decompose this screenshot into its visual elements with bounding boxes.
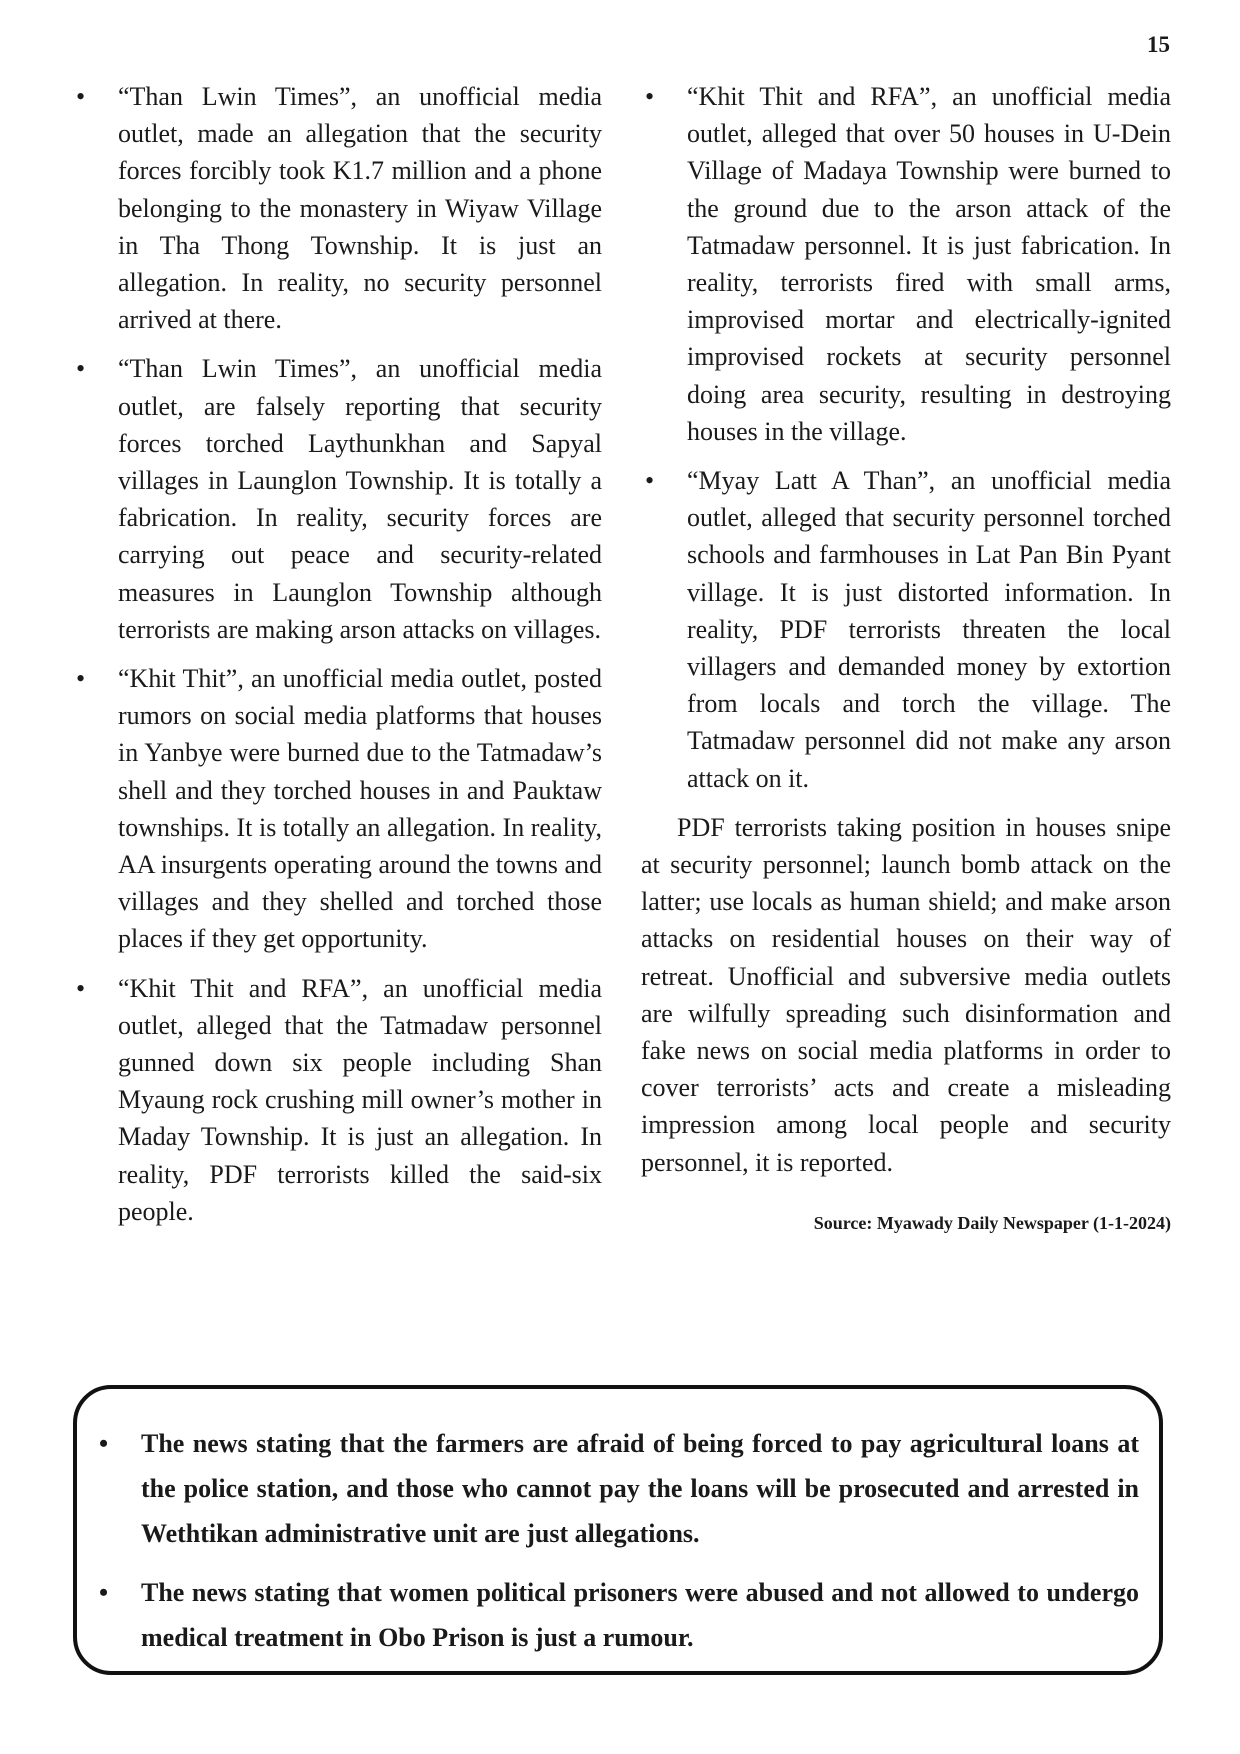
list-item: • “Than Lwin Times”, an unofficial media outlet, made an allegation that the security forces forcibly took K1.7 million and a phone belonging to the monastery in Wiyaw Village in Tha Thong Township. It is just an allegation. In reality, no security personnel arrived at there.: [72, 78, 602, 338]
page-number: 15: [1147, 32, 1170, 57]
right-bullet-list: [641, 78, 1171, 797]
list-item: • The news stating that women political prisoners were abused and not allowed to undergo medical treatment in Obo Prison is just a rumour.: [95, 1570, 1139, 1660]
list-item: • “Than Lwin Times”, an unofficial media outlet, are falsely reporting that security forces torched Laythunkhan and Sapyal villages in Launglon Township. It is totally a fabrication. In reality, security forces are carrying out peace and security-related measures in Launglon Township although terrorists are making arson attacks on villages.: [72, 350, 602, 648]
list-item: • “Myay Latt A Than”, an unofficial media outlet, alleged that security personnel torched schools and farmhouses in Lat Pan Bin Pyant village. It is just distorted information. In reality, PDF terrorists threaten the local villagers and demanded money by extortion from locals and torch the village. The Tatmadaw personnel did not make any arson attack on it.: [641, 462, 1171, 797]
list-item: • “Khit Thit and RFA”, an unofficial media outlet, alleged that the Tatmadaw personnel gunned down six people including Shan Myaung rock crushing mill owner’s mother in Maday Township. It is just an allegation. In reality, PDF terrorists killed the said-six people.: [72, 970, 602, 1230]
summary-paragraph: PDF terrorists taking position in houses snipe at security personnel; launch bomb attack on the latter; use locals as human shield; and make arson attacks on residential houses on their way of retreat. Unofficial and subversive media outlets are wilfully spreading such disinformation and fake news on social media platforms in order to cover terrorists’ acts and create a misleading impression among local people and security personnel, it is reported.: [641, 812, 1171, 1177]
source-citation: Source: Myawady Daily Newspaper (1-1-2024): [813, 1212, 1171, 1233]
highlight-box: [73, 1385, 1163, 1675]
left-column: [72, 78, 602, 1242]
list-item: • “Khit Thit”, an unofficial media outlet, posted rumors on social media platforms that houses in Yanbye were burned due to the Tatmadaw’s shell and they torched houses in and Pauktaw townships. It is totally an allegation. In reality, AA insurgents operating around the towns and villages and they shelled and torched those places if they get opportunity.: [72, 660, 602, 958]
right-column: [641, 78, 1171, 1242]
left-bullet-list: [72, 78, 602, 1230]
list-item: • The news stating that the farmers are afraid of being forced to pay agricultural loans at the police station, and those who cannot pay the loans will be prosecuted and arrested in Wethtikan administrative unit are just allegations.: [95, 1421, 1139, 1556]
list-item: • “Khit Thit and RFA”, an unofficial media outlet, alleged that over 50 houses in U-Dein Village of Madaya Township were burned to the ground due to the arson attack of the Tatmadaw personnel. It is just fabrication. In reality, terrorists fired with small arms, improvised mortar and electrically-ignited improvised rockets at security personnel doing area security, resulting in destroying houses in the village.: [641, 78, 1171, 450]
box-bullet-list: [95, 1421, 1139, 1660]
